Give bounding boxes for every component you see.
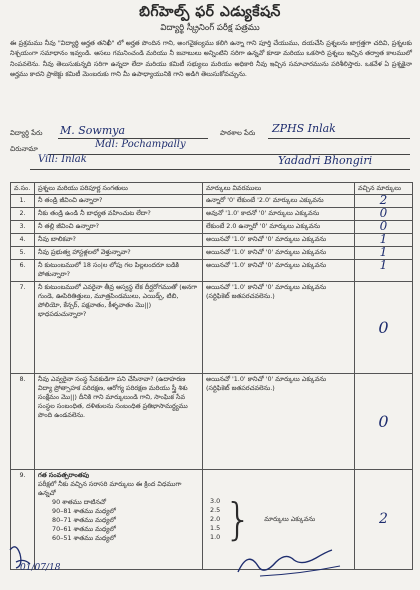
row-marks-cell <box>203 374 355 470</box>
row-marks-note: (సర్టిఫికెట్ జతపరచవలెను.) <box>206 292 275 300</box>
row9-title: గత సంవత్సరాంతపు <box>38 471 90 479</box>
scale-value: 1.0 <box>210 533 221 541</box>
row-score: 1 <box>355 247 413 260</box>
scale-value: 1.5 <box>210 524 221 532</box>
row-marks: లేకుంటే 2.0 ఉన్నారో '0' మార్కులు ఎక్కువను <box>203 221 355 234</box>
row9-marks: మార్కులు ఎక్కువను <box>264 515 316 523</box>
table-row <box>11 208 413 221</box>
intro-paragraph: ఈ ప్రశ్రమము నీవు "విద్యార్థి అర్హత తనిఖీ" లో అర్హత పొందిన గాని, అంగవైకల్యము కలిగి ఉన్నా గాని పూర్తి చేయుము, దయచేసి ప్రశ్నలను జాగ్రత్తగా చదివి, ప్రశ్నలకు నిశ్చయంగా సమాధానం ఇవ్వండి. అసలు గమనించండి మరియు నీ జవాబులు అన్నింటిని సరిగా ఉన్నవో కూడా మరియు ఒకసారి ప్రశ్నలు ఇచ్చిన తర్వాత కాలములో నింపవలెను. నీవు తెలుసుకున్నది సరిగా ఉన్నదా లేదా మరియు కమిటీ సభ్యులు మరియు అధికారి నీవు ఇచ్చిన సమాచారమును పరిశీలిస్తారు. ఒకవేళ ఏ ప్రశ్నకైనా అర్హము కాదని ప్రాజెక్టు కమిటీ మెంబరుకు గాని మీ ఉపాధ్యాయునికి గాని అడిగి తెలుసుకోవచ్చును. <box>10 39 412 79</box>
row-no: 7. <box>11 282 35 374</box>
row-no: 5. <box>11 247 35 260</box>
row-score: 0 <box>355 374 413 470</box>
scale-value: 2.0 <box>210 515 221 523</box>
row-question: నీవు బాలికవా? <box>35 234 203 247</box>
student-name-label: విద్యార్థి పేరు <box>10 129 43 137</box>
row-marks: అయినచో '1.0' కానిచో '0' మార్కులు ఎక్కువను <box>206 375 327 383</box>
row-score: 0 <box>355 208 413 221</box>
row-score: 0 <box>355 221 413 234</box>
row-score: 2 <box>355 195 413 208</box>
address-village-value: Vill: Inlak <box>38 154 87 165</box>
form-title: బిగ్‌హెల్ప్ ఫర్ ఎడ్యుకేషన్ <box>139 4 281 20</box>
brace-icon: } <box>224 493 253 545</box>
row-no: 6. <box>11 260 35 282</box>
table-row <box>11 221 413 234</box>
form-subtitle: విద్యార్థి స్క్రీనింగ్ పరీక్ష పత్రము <box>160 23 260 33</box>
date-handwritten: 01/07/18 <box>20 563 61 573</box>
row-no: 2. <box>11 208 35 221</box>
scale-value: 2.5 <box>210 506 221 514</box>
row-question: నీ తండ్రి జీవించి ఉన్నారా? <box>35 195 203 208</box>
row-score: 1 <box>355 234 413 247</box>
school-name-value: ZPHS Inlak <box>272 122 336 135</box>
row-marks: అవునో '1.0' కాదనో '0' మార్కులు ఎక్కువను <box>203 208 355 221</box>
row-score: 2 <box>355 470 413 570</box>
header-marks-scored: వచ్చిన మార్కులు <box>355 183 413 195</box>
row-marks: అయినచో '1.0' కానిచో '0' మార్కులు ఎక్కువను <box>203 234 355 247</box>
list-item: 60–51 శాతము మధ్యలో <box>52 534 116 542</box>
row-question: నీ తల్లి జీవించి ఉన్నారా? <box>35 221 203 234</box>
table-row <box>11 195 413 208</box>
student-name-value: M. Sowmya <box>60 124 126 137</box>
row9-question: పరీక్షలో నీకు వచ్చిన సరాసరి మార్కులు ఈ క్రింద విధముగా ఉన్నచో <box>38 480 182 497</box>
table-header-row <box>11 183 413 195</box>
row-marks-note: (సర్టిఫికెట్ జతపరచవలెను.) <box>206 384 275 392</box>
table-row <box>11 247 413 260</box>
row-marks: అయినచో '1.0' కానిచో '0' మార్కులు ఎక్కువను <box>203 247 355 260</box>
table-row <box>11 260 413 282</box>
list-item: 80–71 శాతము మధ్యలో <box>52 516 116 524</box>
table-row <box>11 234 413 247</box>
signature-area <box>0 530 420 590</box>
row-marks: అయినచో '1.0' కానిచో '0' మార్కులు ఎక్కువను <box>203 260 355 282</box>
list-item: 70–61 శాతము మధ్యలో <box>52 525 116 533</box>
address-mandal-value: Mdl: Pochampally <box>95 139 186 150</box>
table-row <box>11 282 413 374</box>
header-question: ప్రశ్నలు మరియు పరిపూర్ణ సంగతులు <box>35 183 203 195</box>
row-no: 4. <box>11 234 35 247</box>
header-no: వ.సం. <box>11 183 35 195</box>
signature-tail <box>260 566 340 576</box>
scale-value: 3.0 <box>210 497 221 505</box>
list-item: 90 శాతము దాటినచో <box>52 498 106 506</box>
row-question: నీ కుటుంబములో ఎవరైనా తీవ్ర అస్వస్థ లేక దీర్ఘరోగముతో (అనగా గుండె, ఊపిరితిత్తులు, మూత్రపిండములు, ఎయిడ్స్, టిబి, పోలియో, కేన్సర్, పక్షవాతం, కీళ్ళవాతం మొ||) భాధపడుచున్నారా? <box>35 282 203 374</box>
row-marks: ఉన్నారో '0' లేకుంటే '2.0' మార్కులు ఎక్కువను <box>203 195 355 208</box>
signature-icon <box>238 550 332 572</box>
row-question: నీ కుటుంబములో 18 సం|ల లోపు గల పిల్లలందరూ బడికి పోతున్నారా? <box>35 260 203 282</box>
school-name-underline <box>268 138 410 139</box>
row-question: నీవు ప్రభుత్వ హాస్టళ్లలలో వెళ్తున్నావా? <box>35 247 203 260</box>
school-name-label: పాఠశాల పేరు <box>220 129 256 137</box>
list-item: 90–81 శాతము మధ్యలో <box>52 507 116 515</box>
row-question: నీకు తండ్రి ఉండి నీ బాధ్యత వహించుట లేదా? <box>35 208 203 221</box>
row-no: 1. <box>11 195 35 208</box>
address-underline-2 <box>30 169 410 170</box>
row-marks: అయినచో '1.0' కానిచో '0' మార్కులు ఎక్కువను <box>206 283 327 291</box>
table-row <box>11 374 413 470</box>
header-marks-detail: మార్కులు వివరములు <box>203 183 355 195</box>
address-district-value: Yadadri Bhongiri <box>278 154 373 167</box>
row-score: 1 <box>355 260 413 282</box>
row-no: 3. <box>11 221 35 234</box>
screening-table <box>10 182 413 570</box>
address-label: చిరునామా <box>10 145 38 153</box>
row-no: 8. <box>11 374 35 470</box>
row-score: 0 <box>355 282 413 374</box>
row-no: 9. <box>11 470 35 570</box>
row-marks-cell <box>203 282 355 374</box>
row-question: నీవు ఎవ్వరైనా సంస్థ సేవకుడిగా పని చేసినావా? (ఉదాహరణ విద్యా ప్రోత్సాహక పరిరక్షణ, ఆరోగ్య పరిరక్షణ మరియు స్త్రీ శిశు సంక్షేమం మొ||) దీనికి గాని మార్కులుండి గాని, సాంఘిక సేవ సంస్థల సంబంధిత, దళితులను సంబంధిత ప్రతిభాసామర్థ్యము పొంది ఉండవలెను. <box>35 374 203 470</box>
